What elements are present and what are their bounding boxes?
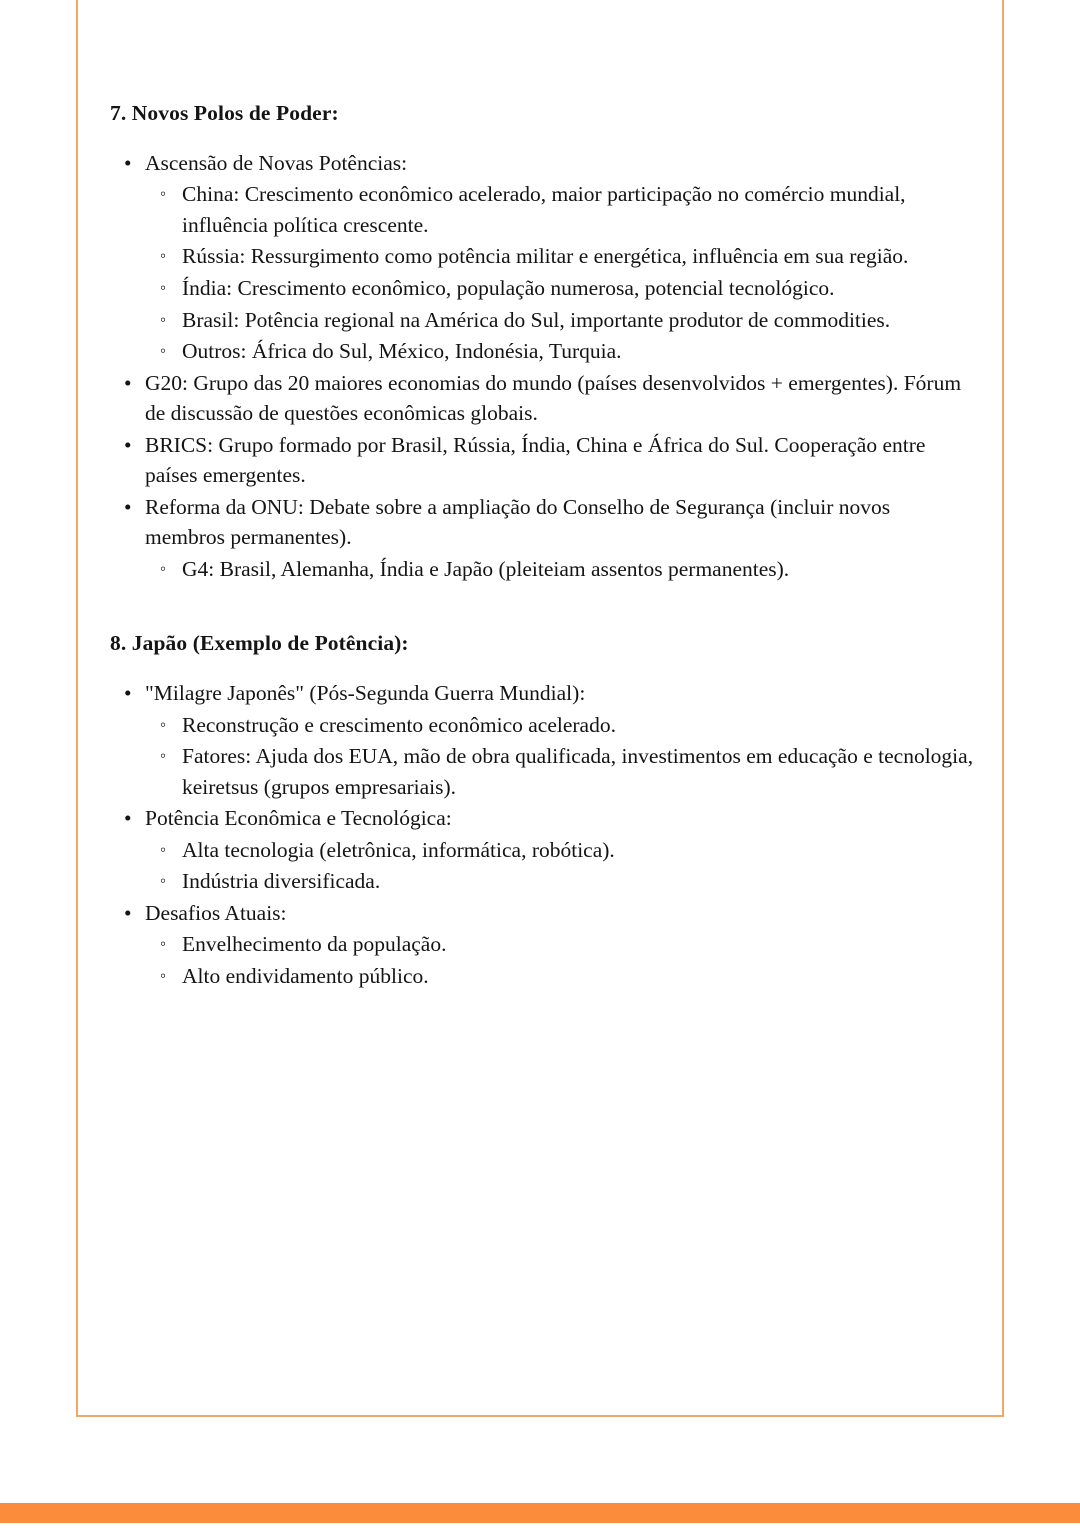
sub-list-item-label: Índia: Crescimento econômico, população numerosa, potencial tecnológico. xyxy=(182,276,835,300)
sub-list-item-label: Brasil: Potência regional na América do Sul, importante produtor de commodities. xyxy=(182,307,891,332)
sub-list-item xyxy=(146,741,975,802)
sub-bullet-list xyxy=(146,179,975,366)
sub-list-item-label: China: Crescimento econômico acelerado, maior participação no comércio mundial, influência política crescente. xyxy=(182,182,906,237)
bullet-circle-icon: ◦ xyxy=(160,871,167,891)
bullet-circle-icon: ◦ xyxy=(160,934,167,954)
section-heading: 8. Japão (Exemplo de Potência): xyxy=(110,631,409,656)
sub-list-item xyxy=(146,179,975,240)
bullet-circle-icon: ◦ xyxy=(160,839,167,859)
list-item-label: G20: Grupo das 20 maiores economias do mundo (países desenvolvidos + emergentes). Fórum de discussão de questões econômicas globais. xyxy=(145,370,962,426)
sub-list-item-label: Indústria diversificada. xyxy=(182,869,381,894)
sub-list-item xyxy=(146,336,975,367)
sub-list-item xyxy=(146,554,975,585)
bullet-disc-icon: • xyxy=(124,681,132,706)
bullet-circle-icon: ◦ xyxy=(160,558,167,578)
sub-list-item xyxy=(146,866,975,897)
sub-bullet-list xyxy=(146,554,975,585)
bullet-circle-icon: ◦ xyxy=(160,965,167,985)
section-heading: 7. Novos Polos de Poder: xyxy=(110,101,339,125)
sub-list-item-label: Fatores: Ajuda dos EUA, mão de obra qualificada, investimentos em educação e tecnologia, keiretsus (grupos empresariais). xyxy=(182,744,974,799)
bullet-circle-icon: ◦ xyxy=(160,714,167,734)
list-item xyxy=(110,368,975,429)
list-item xyxy=(110,898,975,992)
list-item-label: BRICS: Grupo formado por Brasil, Rússia, Índia, China e África do Sul. Cooperação entre países emergentes. xyxy=(145,432,926,488)
sub-list-item-label: Outros: África do Sul, México, Indonésia, Turquia. xyxy=(182,339,622,364)
list-item xyxy=(110,803,975,897)
list-item xyxy=(110,430,975,491)
bullet-disc-icon: • xyxy=(124,806,132,831)
sub-list-item xyxy=(146,835,975,866)
sub-list-item xyxy=(146,929,975,960)
list-item xyxy=(110,148,975,367)
bullet-circle-icon: ◦ xyxy=(160,184,167,204)
bullet-disc-icon: • xyxy=(124,900,132,925)
list-item-label: "Milagre Japonês" (Pós-Segunda Guerra Mundial): xyxy=(145,681,586,706)
bullet-disc-icon: • xyxy=(124,494,132,519)
bullet-circle-icon: ◦ xyxy=(160,341,167,361)
footer-accent-band xyxy=(0,1503,1080,1523)
sub-bullet-list xyxy=(146,929,975,991)
bullet-disc-icon: • xyxy=(124,150,132,175)
sub-list-item xyxy=(146,305,975,336)
sub-list-item xyxy=(146,241,975,272)
sub-list-item-label: Rússia: Ressurgimento como potência militar e energética, influência em sua região. xyxy=(182,244,909,269)
bullet-circle-icon: ◦ xyxy=(160,246,167,266)
sub-list-item-label: Alto endividamento público. xyxy=(182,963,429,988)
list-item-label: Desafios Atuais: xyxy=(145,900,287,925)
bullet-disc-icon: • xyxy=(124,370,132,395)
bullet-circle-icon: ◦ xyxy=(160,309,167,329)
sub-list-item-label: Envelhecimento da população. xyxy=(182,932,447,957)
sub-list-item-label: Reconstrução e crescimento econômico acelerado. xyxy=(182,712,616,737)
document-body xyxy=(110,100,975,991)
list-item-label: Potência Econômica e Tecnológica: xyxy=(145,806,452,831)
sub-list-item xyxy=(146,961,975,992)
list-item-label: Ascensão de Novas Potências: xyxy=(145,150,408,175)
sub-list-item-label: G4: Brasil, Alemanha, Índia e Japão (pleiteiam assentos permanentes). xyxy=(182,556,790,581)
sub-list-item-label: Alta tecnologia (eletrônica, informática, robótica). xyxy=(182,837,615,862)
section-bullet-list xyxy=(110,148,975,584)
section-bullet-list xyxy=(110,678,975,991)
sub-list-item xyxy=(146,710,975,741)
sub-list-item xyxy=(146,273,975,304)
sub-bullet-list xyxy=(146,710,975,803)
sub-bullet-list xyxy=(146,835,975,897)
list-item xyxy=(110,492,975,585)
list-item-label: Reforma da ONU: Debate sobre a ampliação do Conselho de Segurança (incluir novos membros permanentes). xyxy=(145,494,891,550)
list-item xyxy=(110,678,975,802)
bullet-circle-icon: ◦ xyxy=(160,278,167,297)
bullet-circle-icon: ◦ xyxy=(160,746,167,766)
bullet-disc-icon: • xyxy=(124,432,132,457)
